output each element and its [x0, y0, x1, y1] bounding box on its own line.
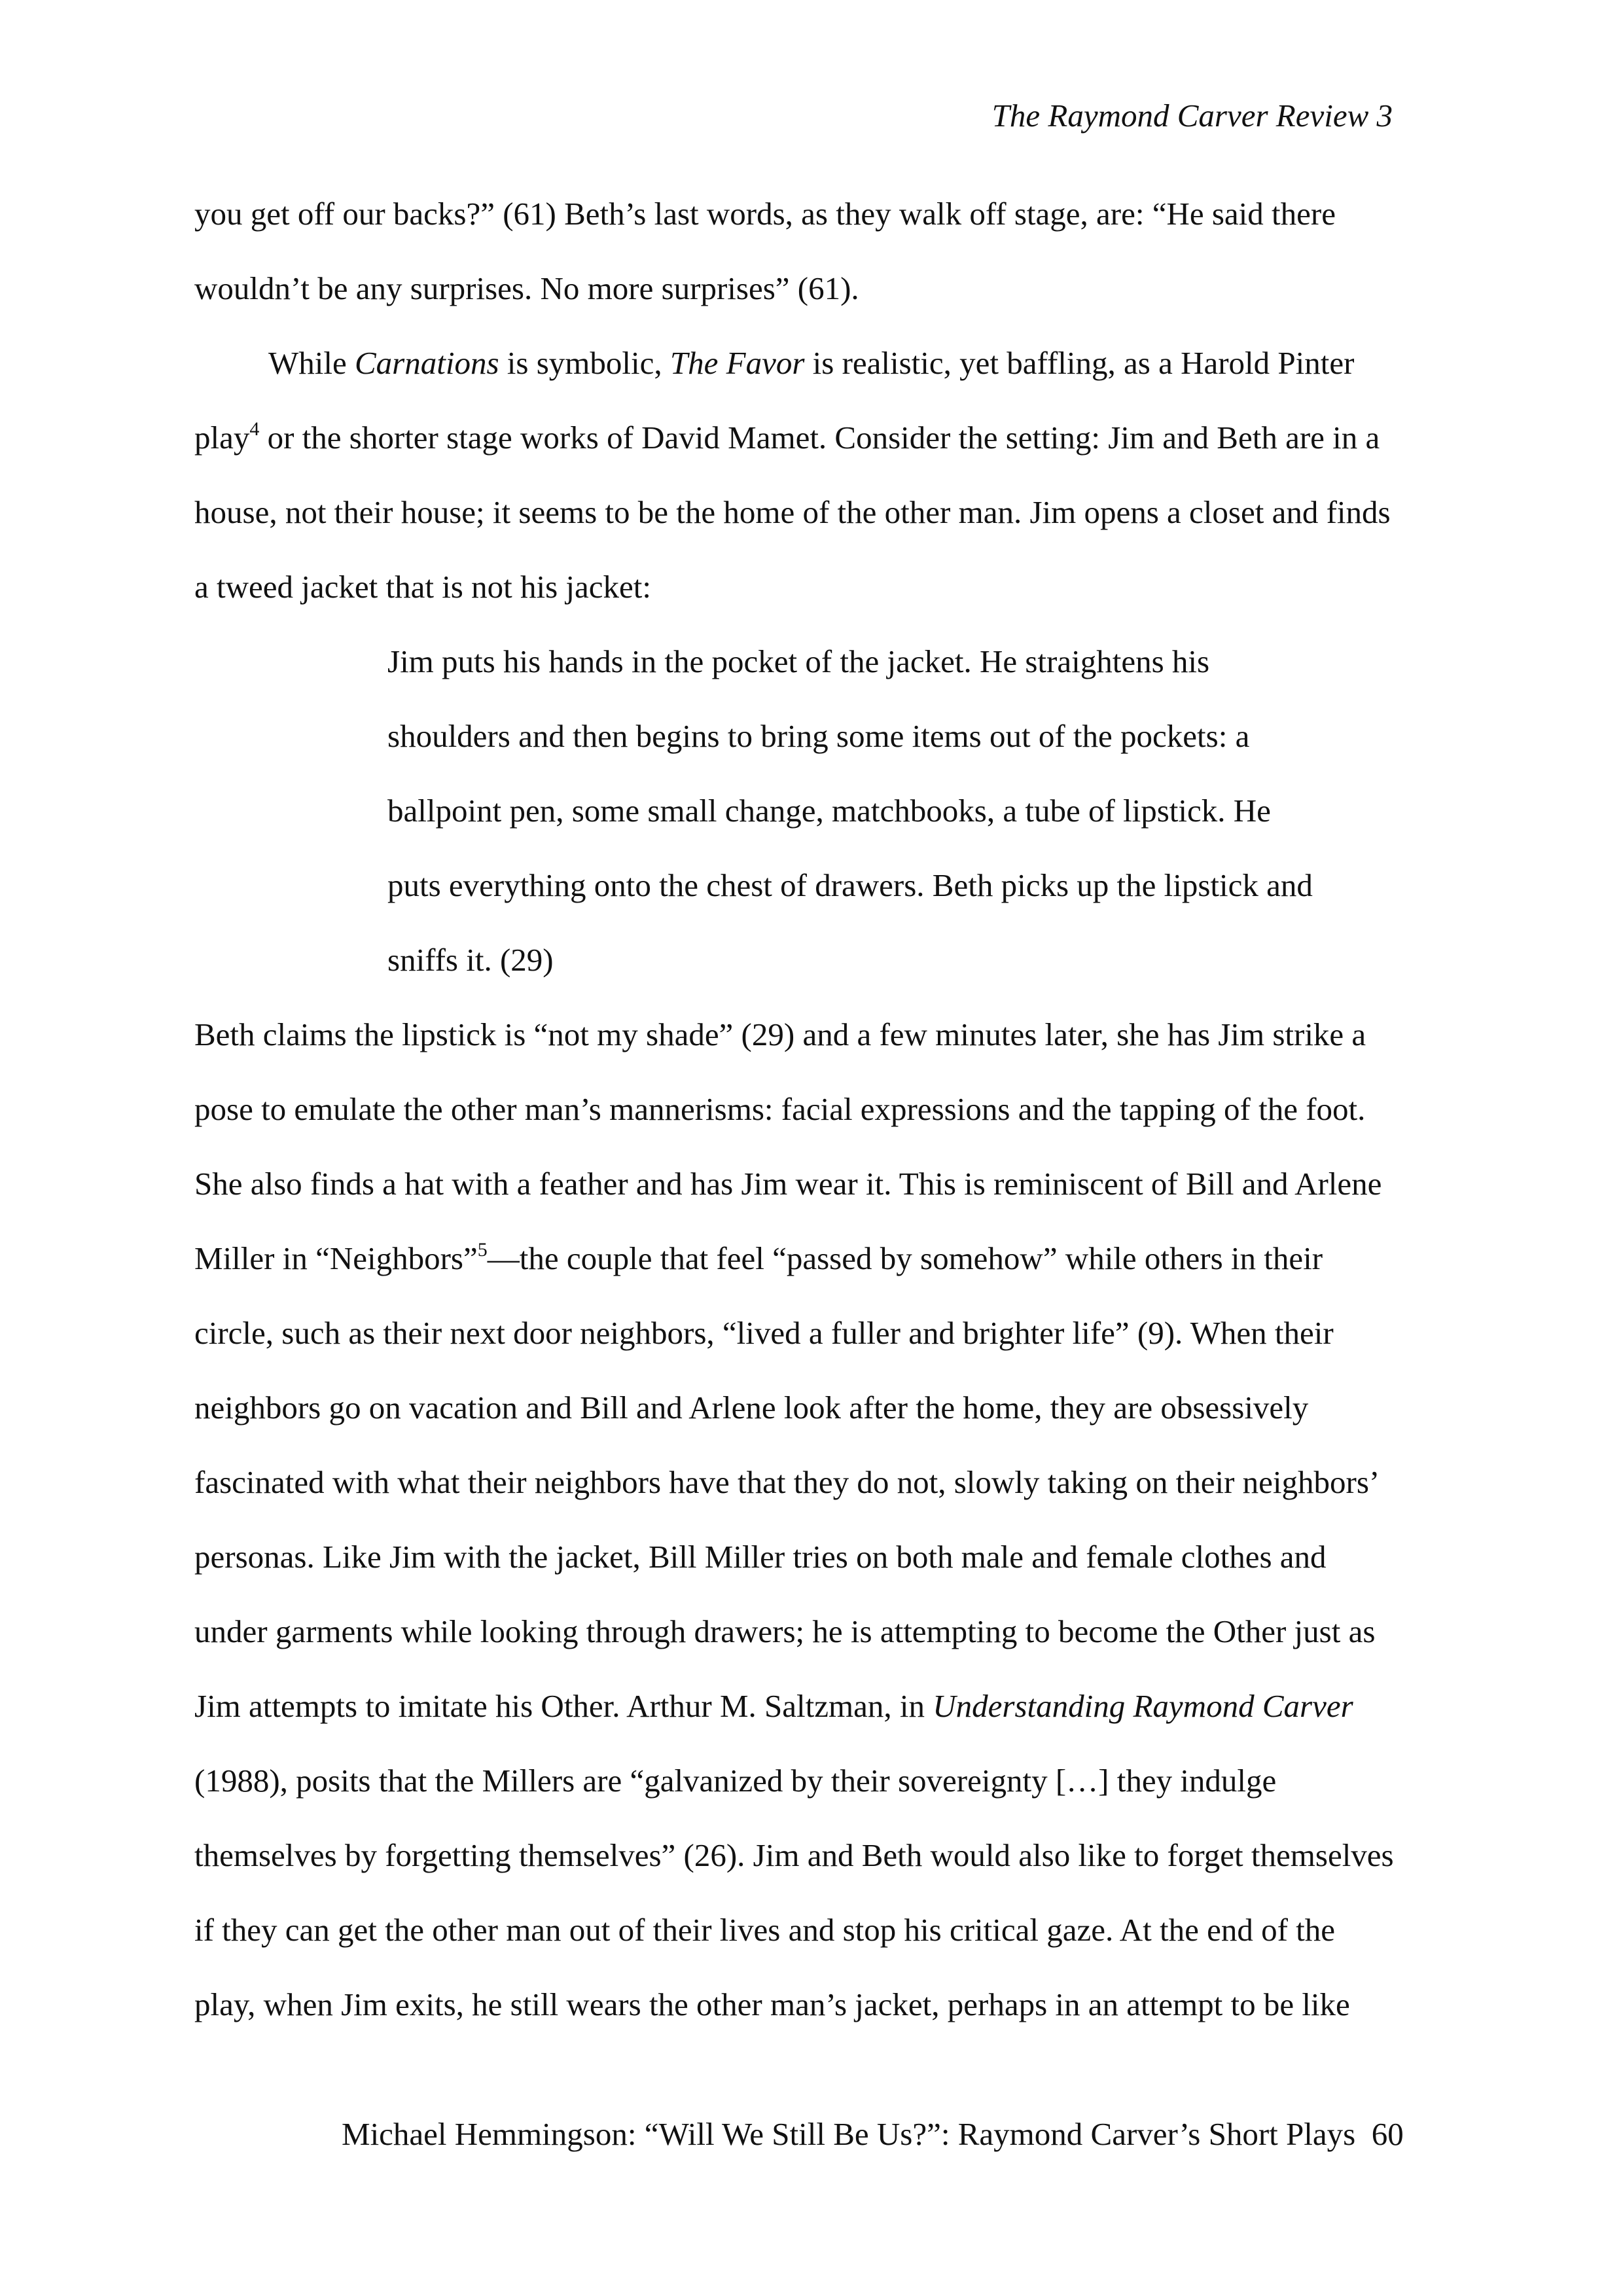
text-line — [194, 1687, 1353, 1725]
blockquote-line: shoulders and then begins to bring some items out of the pockets: a — [387, 718, 1250, 754]
footnote-marker-4: 4 — [249, 418, 260, 440]
text-line: a tweed jacket that is not his jacket: — [194, 569, 652, 605]
text-run: play — [194, 420, 250, 456]
text-line: She also finds a hat with a feather and has Jim wear it. This is reminiscent of Bill and Arlene — [194, 1166, 1382, 1202]
text-line: circle, such as their next door neighbors, “lived a fuller and brighter life” (9). When their — [194, 1315, 1334, 1351]
text-run: While — [268, 345, 355, 381]
text-line: personas. Like Jim with the jacket, Bill Miller tries on both male and female clothes and — [194, 1539, 1327, 1575]
text-line: Beth claims the lipstick is “not my shade” (29) and a few minutes later, she has Jim strike a — [194, 1016, 1366, 1052]
play-title-carnations: Carnations — [354, 345, 499, 381]
page-footer: Michael Hemmingson: “Will We Still Be Us?”: Raymond Carver’s Short Plays 60 — [342, 2116, 1404, 2152]
text-line: house, not their house; it seems to be the home of the other man. Jim opens a closet and finds — [194, 494, 1391, 530]
text-line — [268, 344, 1354, 382]
text-line: under garments while looking through drawers; he is attempting to become the Other just as — [194, 1613, 1376, 1649]
text-line: wouldn’t be any surprises. No more surprises” (61). — [194, 270, 859, 306]
text-run: Miller in “Neighbors” — [194, 1240, 478, 1276]
text-line: (1988), posits that the Millers are “galvanized by their sovereignty […] they indulge — [194, 1763, 1277, 1799]
text-run: or the shorter stage works of David Mamet. Consider the setting: Jim and Beth are in a — [259, 420, 1380, 456]
text-line: neighbors go on vacation and Bill and Arlene look after the home, they are obsessively — [194, 1390, 1309, 1426]
text-line: you get off our backs?” (61) Beth’s last words, as they walk off stage, are: “He said there — [194, 196, 1336, 232]
text-line: if they can get the other man out of their lives and stop his critical gaze. At the end of the — [194, 1912, 1336, 1948]
text-line — [194, 419, 1380, 456]
blockquote-line: ballpoint pen, some small change, matchbooks, a tube of lipstick. He — [387, 793, 1271, 829]
running-head: The Raymond Carver Review 3 — [991, 98, 1393, 134]
text-run: is realistic, yet baffling, as a Harold Pinter — [804, 345, 1355, 381]
book-title: Understanding Raymond Carver — [933, 1688, 1353, 1724]
text-line: themselves by forgetting themselves” (26). Jim and Beth would also like to forget themselves — [194, 1837, 1394, 1873]
text-run: —the couple that feel “passed by somehow” while others in their — [487, 1240, 1323, 1276]
text-line: fascinated with what their neighbors have that they do not, slowly taking on their neighbors’ — [194, 1464, 1380, 1500]
text-run: Jim attempts to imitate his Other. Arthur M. Saltzman, in — [194, 1688, 933, 1724]
blockquote-line: puts everything onto the chest of drawers. Beth picks up the lipstick and — [387, 867, 1313, 903]
blockquote-line: sniffs it. (29) — [387, 942, 554, 978]
text-run: is symbolic, — [499, 345, 670, 381]
text-line: pose to emulate the other man’s mannerisms: facial expressions and the tapping of the foot. — [194, 1091, 1366, 1127]
play-title-the-favor: The Favor — [669, 345, 805, 381]
blockquote-line: Jim puts his hands in the pocket of the jacket. He straightens his — [387, 643, 1210, 679]
text-line: play, when Jim exits, he still wears the other man’s jacket, perhaps in an attempt to be like — [194, 1986, 1350, 2022]
footnote-marker-5: 5 — [477, 1239, 488, 1261]
text-line — [194, 1240, 1323, 1277]
